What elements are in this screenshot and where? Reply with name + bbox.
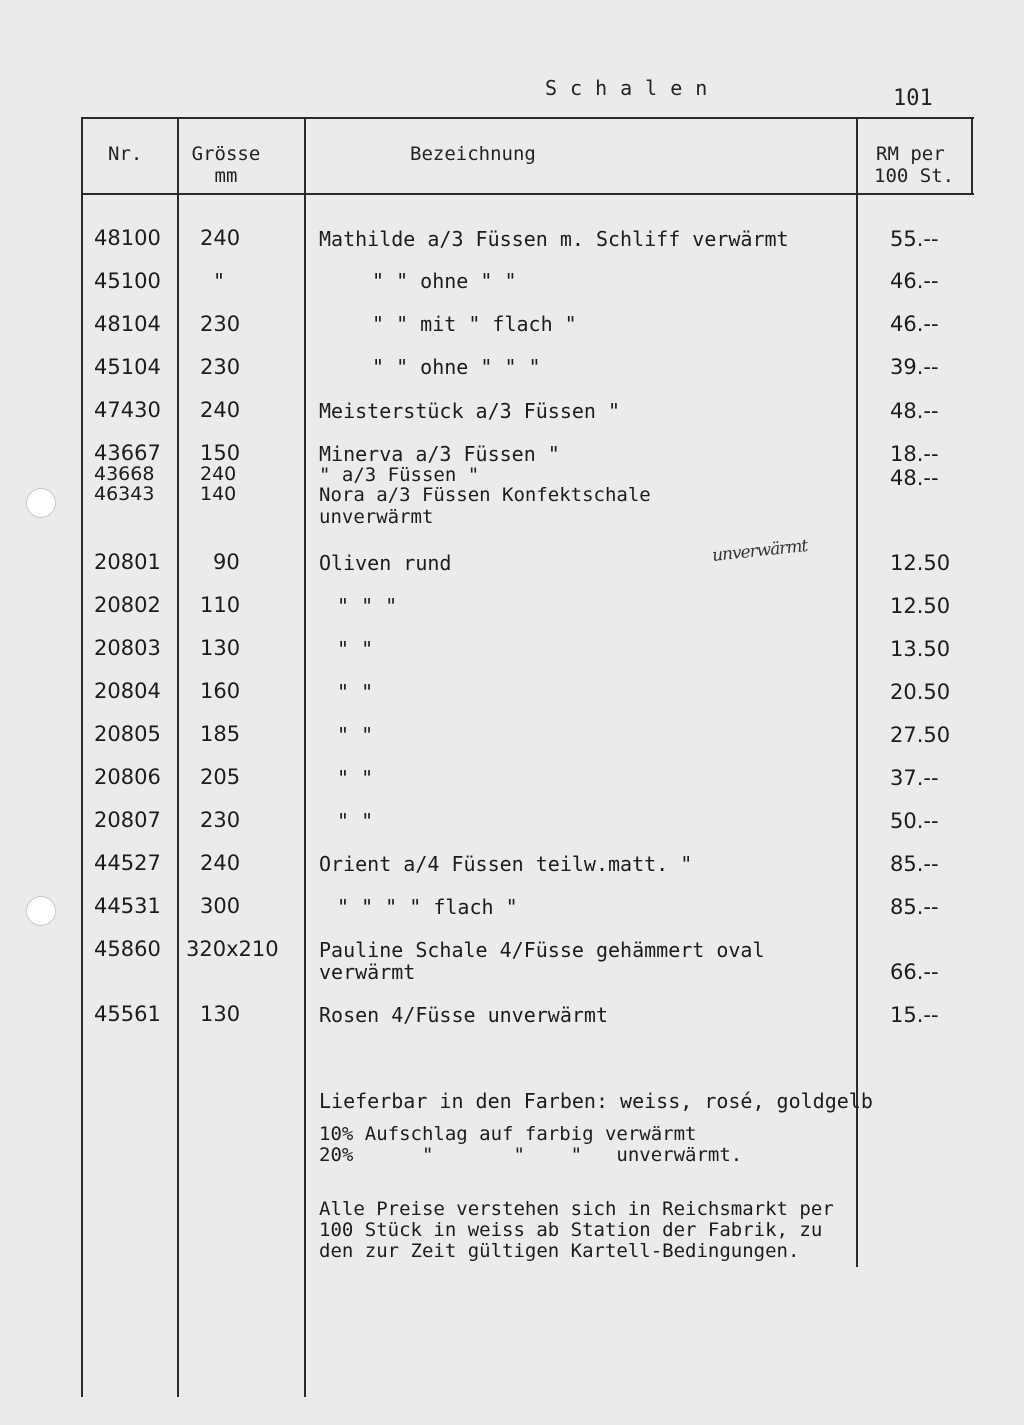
cell-size: 140 — [200, 483, 237, 505]
terms-note-line3: den zur Zeit gültigen Kartell-Bedingungen. — [319, 1240, 800, 1262]
header-price — [874, 143, 954, 187]
cell-size: 160 — [200, 679, 241, 703]
cell-price: 12.50 — [890, 551, 951, 575]
cell-size: 240 — [200, 851, 241, 875]
cell-price: 85.-- — [890, 895, 939, 919]
cell-price: 27.50 — [890, 723, 951, 747]
cell-size: 240 — [200, 463, 237, 485]
surcharge-note-line1: 10% Aufschlag auf farbig verwärmt — [319, 1123, 697, 1145]
punch-hole-upper — [26, 488, 56, 518]
column-divider-left — [81, 117, 83, 1397]
cell-price: 85.-- — [890, 852, 939, 876]
cell-price: 13.50 — [890, 637, 951, 661]
header-groesse-line2: mm — [214, 165, 238, 187]
cell-size: 130 — [200, 636, 241, 660]
column-divider-size — [304, 117, 306, 1397]
cell-price: 50.-- — [890, 809, 939, 833]
cell-description: " a/3 Füssen " — [319, 464, 480, 486]
header-price-line2: 100 St. — [874, 165, 955, 187]
cell-description: Rosen 4/Füsse unverwärmt — [319, 1003, 608, 1027]
column-divider-right — [971, 117, 973, 195]
terms-note-line1: Alle Preise verstehen sich in Reichsmarkt per — [319, 1198, 834, 1220]
cell-price: 46.-- — [890, 269, 939, 293]
page-title: Schalen — [545, 76, 721, 100]
cell-description: " " — [337, 723, 374, 747]
cell-nr: 44531 — [94, 894, 161, 918]
cell-nr: 20807 — [94, 808, 161, 832]
cell-description: Pauline Schale 4/Füsse gehämmert oval — [319, 938, 765, 962]
cell-size: 150 — [200, 441, 241, 465]
cell-price: 15.-- — [890, 1003, 939, 1027]
header-groesse — [180, 143, 272, 187]
cell-price: 20.50 — [890, 680, 951, 704]
header-bottom-border — [81, 193, 974, 195]
cell-description: " " " " flach " — [337, 895, 518, 919]
cell-description: " " — [337, 809, 374, 833]
cell-size: " — [213, 269, 226, 293]
cell-description: " " — [337, 637, 374, 661]
cell-description: " " ohne " " " — [372, 355, 541, 379]
cell-nr: 20802 — [94, 593, 161, 617]
cell-description: " " ohne " " — [372, 269, 517, 293]
cell-description: Nora a/3 Füssen Konfektschale — [319, 484, 651, 506]
cell-size: 300 — [200, 894, 241, 918]
cell-description: Orient a/4 Füssen teilw.matt. " — [319, 852, 693, 876]
colors-note: Lieferbar in den Farben: weiss, rosé, goldgelb — [319, 1089, 873, 1113]
cell-price: 12.50 — [890, 594, 951, 618]
cell-size: 90 — [213, 550, 240, 574]
handwritten-annotation: unverwärmt — [711, 536, 809, 566]
cell-size: 240 — [200, 226, 241, 250]
cell-price: 39.-- — [890, 355, 939, 379]
cell-nr: 48100 — [94, 226, 161, 250]
header-nr: Nr. — [108, 143, 143, 165]
cell-description: Minerva a/3 Füssen " — [319, 442, 560, 466]
cell-size: 110 — [200, 593, 241, 617]
cell-price: 66.-- — [890, 960, 939, 984]
cell-nr: 20801 — [94, 550, 161, 574]
cell-description: Oliven rund — [319, 551, 452, 575]
header-groesse-line1: Grösse — [191, 143, 261, 165]
cell-size: 185 — [200, 722, 241, 746]
cell-size: 205 — [200, 765, 241, 789]
cell-nr: 20805 — [94, 722, 161, 746]
column-divider-nr — [177, 117, 179, 1397]
cell-description: " " mit " flach " — [372, 312, 577, 336]
cell-description: " " — [337, 680, 374, 704]
page-number: 101 — [893, 86, 933, 111]
cell-size: 130 — [200, 1002, 241, 1026]
cell-price: 48.-- — [890, 399, 939, 423]
cell-nr: 43668 — [94, 463, 155, 485]
cell-nr: 45561 — [94, 1002, 161, 1026]
cell-description: Meisterstück a/3 Füssen " — [319, 399, 621, 423]
surcharge-note-line2: 20% " " " unverwärmt. — [319, 1144, 743, 1166]
cell-size: 240 — [200, 398, 241, 422]
terms-note-line2: 100 Stück in weiss ab Station der Fabrik, zu — [319, 1219, 823, 1241]
cell-price: 37.-- — [890, 766, 939, 790]
cell-description: Mathilde a/3 Füssen m. Schliff verwärmt — [319, 227, 789, 251]
cell-nr: 20806 — [94, 765, 161, 789]
cell-nr: 45860 — [94, 937, 161, 961]
cell-price: 18.-- — [890, 442, 939, 466]
cell-nr: 47430 — [94, 398, 161, 422]
header-price-line1: RM per — [876, 143, 945, 165]
cell-description: " " " — [337, 594, 398, 618]
cell-description-continuation: unverwärmt — [319, 506, 434, 528]
cell-price: 55.-- — [890, 227, 939, 251]
cell-size: 320x210 — [186, 937, 279, 961]
cell-nr: 20803 — [94, 636, 161, 660]
cell-nr: 48104 — [94, 312, 161, 336]
header-bezeichnung: Bezeichnung — [410, 143, 536, 165]
cell-nr: 45104 — [94, 355, 161, 379]
cell-price: 48.-- — [890, 466, 939, 490]
cell-size: 230 — [200, 808, 241, 832]
punch-hole-lower — [26, 896, 56, 926]
cell-nr: 20804 — [94, 679, 161, 703]
cell-description: " " — [337, 766, 374, 790]
cell-price: 46.-- — [890, 312, 939, 336]
cell-nr: 46343 — [94, 483, 155, 505]
cell-size: 230 — [200, 355, 241, 379]
cell-description-continuation: verwärmt — [319, 960, 416, 984]
cell-nr: 44527 — [94, 851, 161, 875]
cell-nr: 45100 — [94, 269, 161, 293]
cell-nr: 43667 — [94, 441, 161, 465]
cell-size: 230 — [200, 312, 241, 336]
table-top-border — [81, 117, 974, 119]
